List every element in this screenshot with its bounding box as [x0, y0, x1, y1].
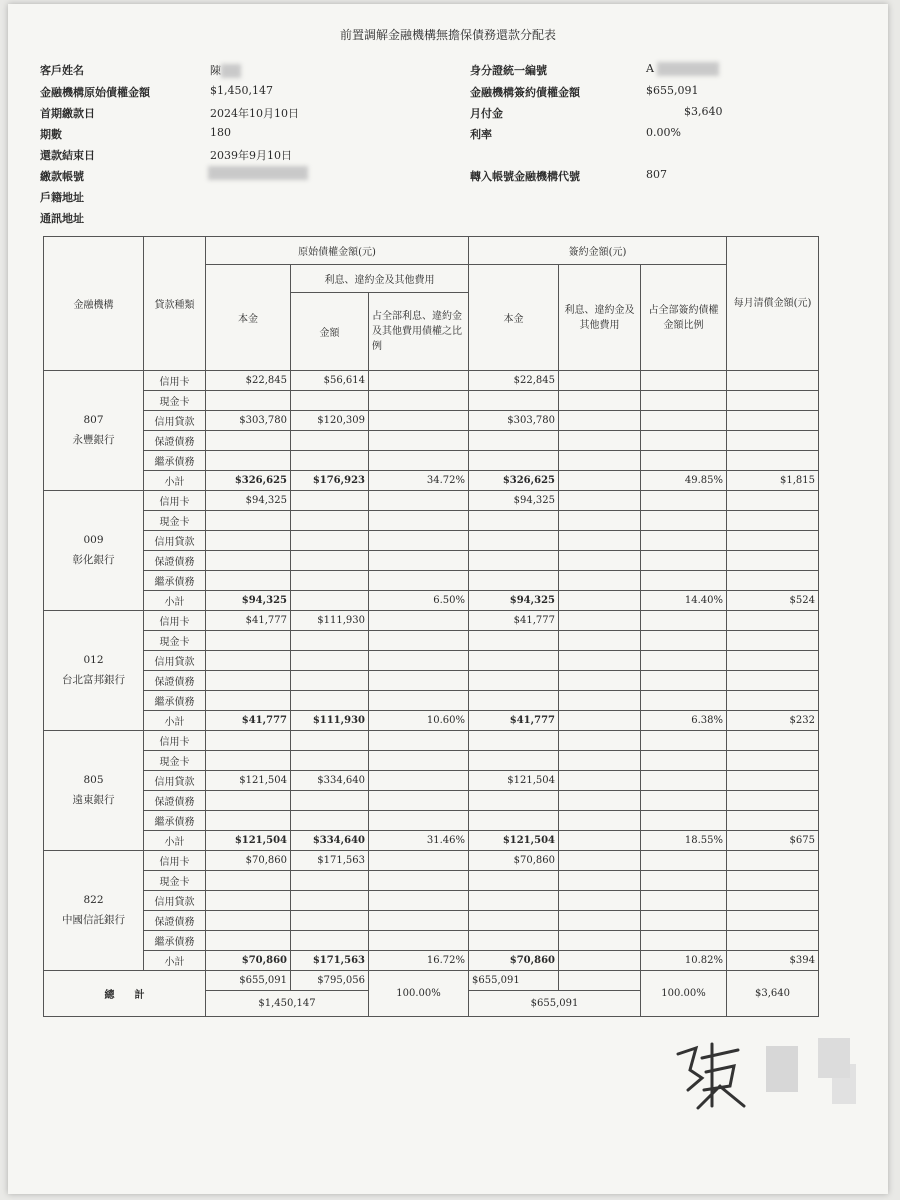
- original-interest: $334,640: [291, 771, 369, 791]
- table-row: [44, 411, 819, 431]
- original-interest: [291, 431, 369, 451]
- distribution-table: [43, 236, 819, 1017]
- value-transfer-bank-code: 807: [646, 168, 667, 181]
- signature-glyph: [668, 1034, 868, 1114]
- original-principal: [206, 651, 291, 671]
- loan-type: 信用卡: [144, 731, 206, 751]
- loan-type: 保證債務: [144, 431, 206, 451]
- subtotal-label: 小計: [144, 831, 206, 851]
- original-interest: [291, 931, 369, 951]
- header-original-claim: 原始債權金額(元): [206, 237, 469, 265]
- table-row: [44, 931, 819, 951]
- original-principal: [206, 691, 291, 711]
- original-interest: [291, 571, 369, 591]
- header-signed-interest: 利息、違約金及其他費用: [559, 265, 641, 371]
- subtotal-ratio-original: 16.72%: [369, 951, 469, 971]
- ratio-original: [369, 371, 469, 391]
- header-ratio-signed: 占全部簽約債權金額比例: [641, 265, 727, 371]
- original-principal: [206, 671, 291, 691]
- original-principal: $41,777: [206, 611, 291, 631]
- loan-type: 現金卡: [144, 871, 206, 891]
- original-principal: [206, 931, 291, 951]
- bank-group: [44, 611, 819, 731]
- total-original-sum: $1,450,147: [206, 991, 369, 1017]
- loan-type: 繼承債務: [144, 571, 206, 591]
- subtotal-label: 小計: [144, 951, 206, 971]
- signed-principal: [469, 691, 559, 711]
- total-label: 總 計: [44, 971, 206, 1017]
- signed-principal: $41,777: [469, 611, 559, 631]
- original-interest: [291, 651, 369, 671]
- original-interest: $120,309: [291, 411, 369, 431]
- subtotal-original-interest: $171,563: [291, 951, 369, 971]
- bank-cell: [44, 371, 144, 491]
- bank-cell: [44, 611, 144, 731]
- value-payment-account: [208, 166, 308, 180]
- value-periods: 180: [210, 126, 231, 139]
- signed-interest: [559, 371, 641, 391]
- signed-principal: [469, 791, 559, 811]
- original-principal: [206, 551, 291, 571]
- total-original-interest: $795,056: [291, 971, 369, 991]
- signed-principal: [469, 391, 559, 411]
- subtotal-ratio-signed: 6.38%: [641, 711, 727, 731]
- bank-group: [44, 851, 819, 971]
- loan-type: 現金卡: [144, 751, 206, 771]
- bank-cell: [44, 491, 144, 611]
- header-interest-group: 利息、違約金及其他費用: [291, 265, 469, 293]
- subtotal-original-interest: [291, 591, 369, 611]
- subtotal-original-principal: $41,777: [206, 711, 291, 731]
- subtotal-row: [44, 831, 819, 851]
- subtotal-original-interest: $176,923: [291, 471, 369, 491]
- table-row: [44, 851, 819, 871]
- loan-type: 信用貸款: [144, 531, 206, 551]
- original-principal: $121,504: [206, 771, 291, 791]
- label-interest-rate: 利率: [470, 128, 492, 141]
- loan-type: 信用貸款: [144, 891, 206, 911]
- signed-principal: $22,845: [469, 371, 559, 391]
- table-row: [44, 691, 819, 711]
- subtotal-original-interest: $334,640: [291, 831, 369, 851]
- header-loan-type: 貸款種類: [144, 237, 206, 371]
- original-principal: [206, 811, 291, 831]
- original-interest: [291, 671, 369, 691]
- subtotal-monthly: $675: [727, 831, 819, 851]
- original-interest: $111,930: [291, 611, 369, 631]
- bank-name: 永豐銀行: [72, 433, 115, 446]
- subtotal-original-principal: $70,860: [206, 951, 291, 971]
- original-interest: [291, 911, 369, 931]
- table-row: [44, 891, 819, 911]
- subtotal-ratio-signed: 10.82%: [641, 951, 727, 971]
- header-monthly-payment: 每月清償金額(元): [727, 237, 819, 371]
- header-signed-principal: 本金: [469, 265, 559, 371]
- loan-type: 保證債務: [144, 791, 206, 811]
- label-customer-name: 客戶姓名: [40, 64, 84, 77]
- value-first-payment-date: 2024年10月10日: [210, 107, 299, 120]
- header-interest-amount: 金額: [291, 293, 369, 371]
- total-signed-principal: $655,091: [469, 971, 559, 991]
- loan-type: 保證債務: [144, 671, 206, 691]
- signed-principal: [469, 811, 559, 831]
- table-row: [44, 571, 819, 591]
- signed-principal: [469, 551, 559, 571]
- bank-group: [44, 371, 819, 491]
- signed-principal: [469, 531, 559, 551]
- original-interest: [291, 891, 369, 911]
- subtotal-row: [44, 591, 819, 611]
- original-principal: [206, 391, 291, 411]
- label-monthly-payment: 月付金: [470, 107, 503, 120]
- signed-principal: $121,504: [469, 771, 559, 791]
- loan-type: 現金卡: [144, 631, 206, 651]
- bank-cell: [44, 731, 144, 851]
- table-row: [44, 511, 819, 531]
- table-row: [44, 751, 819, 771]
- original-interest: [291, 391, 369, 411]
- table-row: [44, 391, 819, 411]
- table-row: [44, 731, 819, 751]
- table-row: [44, 671, 819, 691]
- subtotal-ratio-signed: 18.55%: [641, 831, 727, 851]
- redaction-name: [221, 64, 241, 78]
- signed-principal: $70,860: [469, 851, 559, 871]
- table-row: [44, 531, 819, 551]
- subtotal-ratio-signed: 14.40%: [641, 591, 727, 611]
- table-row: [44, 491, 819, 511]
- bank-name: 遠東銀行: [72, 793, 115, 806]
- subtotal-signed-principal: $94,325: [469, 591, 559, 611]
- subtotal-label: 小計: [144, 711, 206, 731]
- bank-name: 中國信託銀行: [62, 913, 125, 926]
- value-customer-name: 陳: [210, 62, 241, 78]
- label-periods: 期數: [40, 128, 62, 141]
- original-principal: [206, 431, 291, 451]
- subtotal-signed-principal: $121,504: [469, 831, 559, 851]
- total-ratio-signed: 100.00%: [641, 971, 727, 1017]
- total-row: [44, 971, 819, 991]
- signed-principal: $94,325: [469, 491, 559, 511]
- loan-type: 信用卡: [144, 611, 206, 631]
- original-interest: [291, 791, 369, 811]
- value-interest-rate: 0.00%: [646, 126, 681, 139]
- subtotal-original-principal: $94,325: [206, 591, 291, 611]
- value-monthly-payment: $3,640: [684, 105, 723, 118]
- loan-type: 信用貸款: [144, 771, 206, 791]
- original-principal: [206, 631, 291, 651]
- original-interest: [291, 631, 369, 651]
- label-transfer-bank-code: 轉入帳號金融機構代號: [470, 170, 580, 183]
- subtotal-monthly: $232: [727, 711, 819, 731]
- header-ratio-original: 占全部利息、違約金及其他費用債權之比例: [369, 293, 469, 371]
- original-interest: [291, 871, 369, 891]
- total-monthly: $3,640: [727, 971, 819, 1017]
- subtotal-signed-principal: $41,777: [469, 711, 559, 731]
- original-principal: $70,860: [206, 851, 291, 871]
- signed-principal: [469, 871, 559, 891]
- original-interest: [291, 811, 369, 831]
- table-row: [44, 651, 819, 671]
- header-original-principal: 本金: [206, 265, 291, 371]
- signed-principal: $303,780: [469, 411, 559, 431]
- subtotal-original-interest: $111,930: [291, 711, 369, 731]
- loan-type: 信用卡: [144, 371, 206, 391]
- loan-type: 繼承債務: [144, 691, 206, 711]
- original-principal: [206, 751, 291, 771]
- subtotal-original-principal: $326,625: [206, 471, 291, 491]
- subtotal-label: 小計: [144, 591, 206, 611]
- original-principal: [206, 731, 291, 751]
- table-row: [44, 431, 819, 451]
- label-first-payment-date: 首期繳款日: [40, 107, 95, 120]
- signed-principal: [469, 511, 559, 531]
- bank-code: 822: [83, 893, 104, 906]
- subtotal-row: [44, 951, 819, 971]
- original-principal: $303,780: [206, 411, 291, 431]
- table-row: [44, 551, 819, 571]
- loan-type: 保證債務: [144, 911, 206, 931]
- bank-name: 彰化銀行: [72, 553, 115, 566]
- subtotal-monthly: $1,815: [727, 471, 819, 491]
- original-principal: [206, 791, 291, 811]
- subtotal-ratio-original: 31.46%: [369, 831, 469, 851]
- value-id-number: A: [646, 62, 719, 76]
- loan-type: 繼承債務: [144, 451, 206, 471]
- ratio-signed: [641, 371, 727, 391]
- header-signed-amount: 簽約金額(元): [469, 237, 727, 265]
- original-interest: [291, 551, 369, 571]
- original-interest: [291, 691, 369, 711]
- document-title: 前置調解金融機構無擔保債務還款分配表: [339, 28, 556, 42]
- value-original-claim: $1,450,147: [210, 84, 273, 97]
- subtotal-monthly: $524: [727, 591, 819, 611]
- signed-principal: [469, 751, 559, 771]
- subtotal-ratio-original: 34.72%: [369, 471, 469, 491]
- total-original-principal: $655,091: [206, 971, 291, 991]
- redaction-account: [208, 166, 308, 180]
- loan-type: 保證債務: [144, 551, 206, 571]
- loan-type: 信用卡: [144, 491, 206, 511]
- subtotal-row: [44, 471, 819, 491]
- subtotal-signed-principal: $326,625: [469, 471, 559, 491]
- signed-principal: [469, 931, 559, 951]
- bank-group: [44, 491, 819, 611]
- value-signed-claim: $655,091: [646, 84, 699, 97]
- table-row: [44, 771, 819, 791]
- signed-principal: [469, 671, 559, 691]
- loan-type: 繼承債務: [144, 811, 206, 831]
- loan-type: 信用貸款: [144, 411, 206, 431]
- original-principal: [206, 451, 291, 471]
- original-principal: [206, 531, 291, 551]
- original-interest: [291, 731, 369, 751]
- original-interest: [291, 451, 369, 471]
- signed-principal: [469, 911, 559, 931]
- table-row: [44, 611, 819, 631]
- value-end-date: 2039年9月10日: [210, 149, 292, 162]
- original-principal: [206, 911, 291, 931]
- subtotal-ratio-signed: 49.85%: [641, 471, 727, 491]
- table-row: [44, 371, 819, 391]
- signed-principal: [469, 631, 559, 651]
- signed-principal: [469, 731, 559, 751]
- original-interest: $171,563: [291, 851, 369, 871]
- subtotal-label: 小計: [144, 471, 206, 491]
- subtotal-ratio-original: 6.50%: [369, 591, 469, 611]
- redaction-id: [657, 62, 719, 76]
- original-interest: $56,614: [291, 371, 369, 391]
- subtotal-ratio-original: 10.60%: [369, 711, 469, 731]
- total-ratio-original: 100.00%: [369, 971, 469, 1017]
- original-interest: [291, 751, 369, 771]
- bank-name: 台北富邦銀行: [62, 673, 125, 686]
- original-principal: [206, 571, 291, 591]
- original-interest: [291, 511, 369, 531]
- loan-type: 現金卡: [144, 391, 206, 411]
- label-payment-account: 繳款帳號: [40, 170, 84, 183]
- label-id-number: 身分證統一編號: [470, 64, 547, 77]
- bank-code: 012: [83, 653, 104, 666]
- table-row: [44, 811, 819, 831]
- original-principal: $94,325: [206, 491, 291, 511]
- table-row: [44, 451, 819, 471]
- original-interest: [291, 491, 369, 511]
- loan-type: 信用貸款: [144, 651, 206, 671]
- table-row: [44, 871, 819, 891]
- signed-principal: [469, 431, 559, 451]
- original-interest: [291, 531, 369, 551]
- original-principal: $22,845: [206, 371, 291, 391]
- total-group: [44, 971, 819, 1017]
- loan-type: 現金卡: [144, 511, 206, 531]
- bank-code: 009: [83, 533, 104, 546]
- loan-type: 繼承債務: [144, 931, 206, 951]
- label-mailing-address: 通訊地址: [40, 212, 84, 225]
- bank-cell: [44, 851, 144, 971]
- signature: [668, 1034, 868, 1118]
- label-original-claim: 金融機構原始債權金額: [40, 86, 150, 99]
- subtotal-original-principal: $121,504: [206, 831, 291, 851]
- table-row: [44, 791, 819, 811]
- subtotal-row: [44, 711, 819, 731]
- original-principal: [206, 891, 291, 911]
- table-row: [44, 631, 819, 651]
- table-row: [44, 911, 819, 931]
- subtotal-signed-principal: $70,860: [469, 951, 559, 971]
- original-principal: [206, 871, 291, 891]
- label-household-address: 戶籍地址: [40, 191, 84, 204]
- header-bank: 金融機構: [44, 237, 144, 371]
- monthly-payment: [727, 371, 819, 391]
- subtotal-monthly: $394: [727, 951, 819, 971]
- label-end-date: 還款結束日: [40, 149, 95, 162]
- label-signed-claim: 金融機構簽約債權金額: [470, 86, 580, 99]
- bank-group: [44, 731, 819, 851]
- bank-code: 807: [83, 413, 104, 426]
- document-page: [8, 4, 888, 1194]
- original-principal: [206, 511, 291, 531]
- signed-principal: [469, 571, 559, 591]
- signed-principal: [469, 451, 559, 471]
- bank-code: 805: [83, 773, 104, 786]
- signed-principal: [469, 651, 559, 671]
- signed-principal: [469, 891, 559, 911]
- loan-type: 信用卡: [144, 851, 206, 871]
- total-signed-sum: $655,091: [469, 991, 641, 1017]
